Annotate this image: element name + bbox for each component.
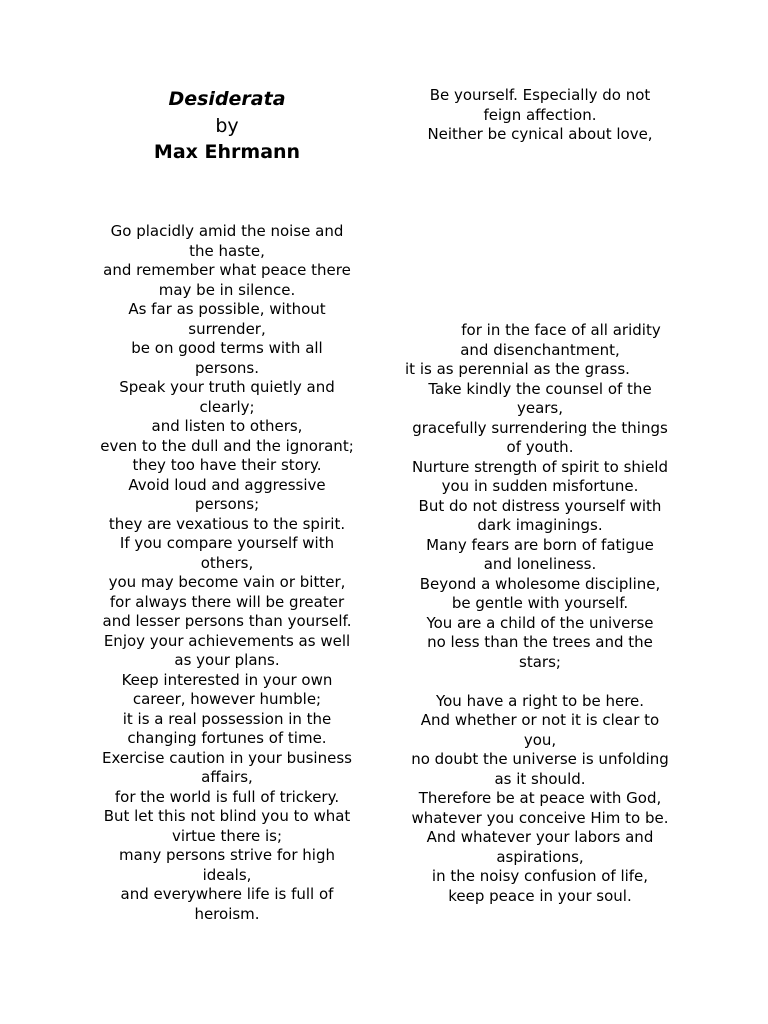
poem-line: they too have their story. <box>132 456 322 474</box>
poem-line: the haste, <box>189 241 265 260</box>
poem-line: you in sudden misfortune. <box>441 477 639 495</box>
poem-line: As far as possible, without <box>128 300 326 318</box>
poem-line: feign affection. <box>483 105 597 124</box>
poem-line: and disenchantment, <box>460 340 620 359</box>
poem-line: in the noisy confusion of life, <box>431 867 649 885</box>
poem-line: aspirations, <box>496 847 584 866</box>
poem-line: be gentle with yourself. <box>451 594 629 612</box>
poem-line: gracefully surrendering the things <box>412 418 668 437</box>
poem-line: If you compare yourself with <box>119 534 335 552</box>
poem-line: as your plans. <box>174 651 280 669</box>
poem-line: surrender, <box>188 319 266 338</box>
poem-line: But let this not blind you to what <box>103 807 351 825</box>
poem-line: Take kindly the counsel of the <box>428 379 652 398</box>
poem-line: keep peace in your soul. <box>448 886 632 905</box>
poem-line: Neither be cynical about love, <box>427 125 653 143</box>
poem-line: for the world is full of trickery. <box>114 787 340 806</box>
poem-line: as it should. <box>494 769 586 788</box>
poem-line: many persons strive for high <box>119 846 335 864</box>
poem-line: persons. <box>195 358 259 377</box>
poem-line: heroism. <box>194 904 260 923</box>
right-column-top-text <box>405 86 675 145</box>
poem-line: and loneliness. <box>483 555 597 573</box>
poem-line: Avoid loud and aggressive <box>128 475 326 494</box>
poem-line: you, <box>523 730 557 749</box>
poem-line: of youth. <box>506 438 574 456</box>
poem-line: ideals, <box>202 865 252 884</box>
poem-line: affairs, <box>201 768 253 786</box>
poem-line: Therefore be at peace with God, <box>418 789 662 807</box>
left-column-text <box>96 222 358 924</box>
poem-line: years, <box>516 399 564 417</box>
poem-line: it is a real possession in the <box>122 709 332 728</box>
poem-line: career, however humble; <box>132 690 322 708</box>
poem-line: others, <box>200 553 254 572</box>
poem-line: no doubt the universe is unfolding <box>411 750 669 768</box>
poem-line: Speak your truth quietly and <box>119 378 335 396</box>
poem-title: Desiderata <box>168 88 286 110</box>
poem-line: Exercise caution in your business <box>102 748 352 767</box>
poem-line: You are a child of the universe <box>426 613 654 632</box>
poem-line: may be in silence. <box>158 280 296 299</box>
poem-line: You have a right to be here. <box>435 691 645 710</box>
poem-line: Nurture strength of spirit to shield <box>411 457 668 476</box>
poem-line: changing fortunes of time. <box>127 729 327 747</box>
poem-line: and everywhere life is full of <box>120 885 334 903</box>
poem-line: virtue there is; <box>171 826 283 845</box>
poem-line: and remember what peace there <box>103 261 351 279</box>
title-block <box>96 86 358 166</box>
poem-line: be on good terms with all <box>131 339 323 357</box>
poem-line: dark imaginings. <box>477 516 603 534</box>
poem-line: for always there will be greater <box>109 592 345 611</box>
poem-author: Max Ehrmann <box>153 141 301 163</box>
poem-line: for in the face of all aridity <box>461 321 661 339</box>
byline-by: by <box>215 114 239 137</box>
poem-line: Keep interested in your own <box>121 670 333 689</box>
poem-line: But do not distress yourself with <box>418 496 662 515</box>
poem-line: And whatever your labors and <box>426 828 654 846</box>
blank-line <box>405 672 675 692</box>
poem-line: no less than the trees and the <box>427 633 653 651</box>
poem-line: whatever you conceive Him to be. <box>411 808 669 827</box>
poem-line: they are vexatious to the spirit. <box>108 514 346 533</box>
poem-line: and listen to others, <box>151 417 303 435</box>
poem-line: Be yourself. Especially do not <box>429 86 651 104</box>
poem-line: Go placidly amid the noise and <box>110 222 344 240</box>
poem-line: Many fears are born of fatigue <box>426 535 654 554</box>
right-column-body-text <box>405 321 675 906</box>
poem-line: it is as perennial as the grass. <box>405 360 630 378</box>
poem-line: And whether or not it is clear to <box>420 711 660 729</box>
poem-line: Beyond a wholesome discipline, <box>419 574 661 593</box>
poem-line: Enjoy your achievements as well <box>103 631 351 650</box>
poem-line: clearly; <box>199 397 255 416</box>
poem-line: you may become vain or bitter, <box>108 573 346 591</box>
poem-line: even to the dull and the ignorant; <box>100 436 354 455</box>
poem-line: stars; <box>519 652 561 671</box>
poem-line: and lesser persons than yourself. <box>102 612 352 630</box>
poem-line: persons; <box>194 495 260 513</box>
